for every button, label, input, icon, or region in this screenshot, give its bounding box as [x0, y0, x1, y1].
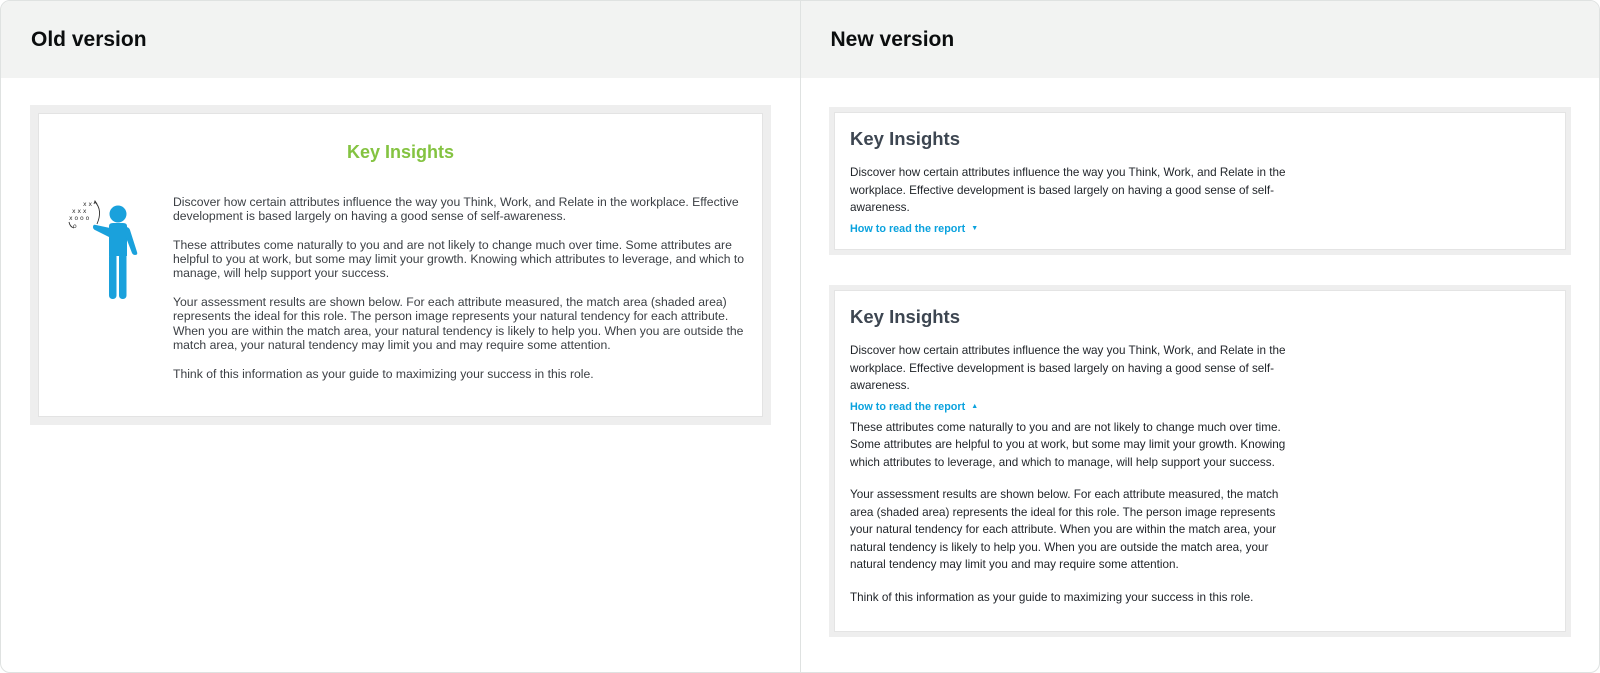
svg-text:x x x: x x x — [72, 208, 87, 215]
how-to-read-toggle-collapsed[interactable] — [850, 223, 978, 235]
new-expanded-card-container — [829, 285, 1571, 637]
expanded-paragraph-3: Think of this information as your guide to maximizing your success in this role. — [850, 590, 1254, 604]
caret-up-icon: ▲ — [971, 403, 979, 410]
old-card-container — [30, 105, 771, 425]
how-to-read-label: How to read the report — [850, 400, 966, 413]
old-paragraph-3: Your assessment results are shown below. For each attribute measured, the match area (shaded area) represents the ideal for this role. The person image represents your natural tendency for each attribute. When you are within the match area, your natural tendency is likely to help you. When you are outside the match area, your natural tendency may limit you and may require some attention. — [173, 295, 744, 352]
how-to-read-label: How to read the report — [850, 222, 966, 235]
expanded-paragraph-1: These attributes come naturally to you and are not likely to change much over time. Some attributes are helpful to you at work, but some may limit your growth. Knowing which attributes to leverage, and which to manage, will help support your success. — [850, 420, 1286, 469]
new-version-header: New version — [801, 1, 1600, 78]
old-paragraph-1: Discover how certain attributes influence the way you Think, Work, and Relate in the workplace. Effective development is based largely on having a good sense of self-awareness. — [173, 195, 739, 224]
old-paragraph-2: These attributes come naturally to you and are not likely to change much over time. Some attributes are helpful to you at work, but some may limit your growth. Knowing which attributes to leverage, and which to manage, will help support your success. — [173, 237, 745, 281]
collapsed-card-title: Key Insights — [850, 128, 960, 149]
old-version-column — [1, 1, 801, 672]
svg-text:o: o — [73, 223, 77, 230]
expanded-paragraph-2: Your assessment results are shown below. For each attribute measured, the match area (shaded area) represents the ideal for this role. The person image represents your natural tendency for each attribute. When you are within the match area, your natural tendency is likely to help you. When you are outside the match area, your natural tendency may limit you and may require some attention. — [850, 488, 1279, 571]
old-paragraph-4: Think of this information as your guide to maximizing your success in this role. — [173, 366, 594, 381]
old-card-body — [173, 195, 753, 395]
old-key-insights-card — [38, 113, 763, 417]
old-version-header: Old version — [1, 1, 800, 78]
person-strategy-icon — [65, 198, 145, 310]
new-collapsed-card — [834, 112, 1566, 250]
how-to-read-toggle-expanded[interactable] — [850, 401, 978, 413]
old-card-title: Key Insights — [346, 142, 455, 162]
new-collapsed-card-container — [829, 107, 1571, 255]
collapsed-card-intro: Discover how certain attributes influence the way you Think, Work, and Relate in the workplace. Effective development is based largely on having a good sense of self-awareness. — [850, 166, 1286, 214]
caret-down-icon: ▼ — [971, 225, 979, 232]
expanded-card-details — [850, 419, 1298, 607]
svg-text:x x: x x — [83, 201, 93, 208]
expanded-card-intro: Discover how certain attributes influence the way you Think, Work, and Relate in the workplace. Effective development is based largely on having a good sense of self-awareness. — [850, 344, 1286, 392]
new-expanded-card — [834, 290, 1566, 632]
svg-text:x o o o: x o o o — [69, 215, 90, 222]
expanded-card-title: Key Insights — [850, 306, 960, 327]
